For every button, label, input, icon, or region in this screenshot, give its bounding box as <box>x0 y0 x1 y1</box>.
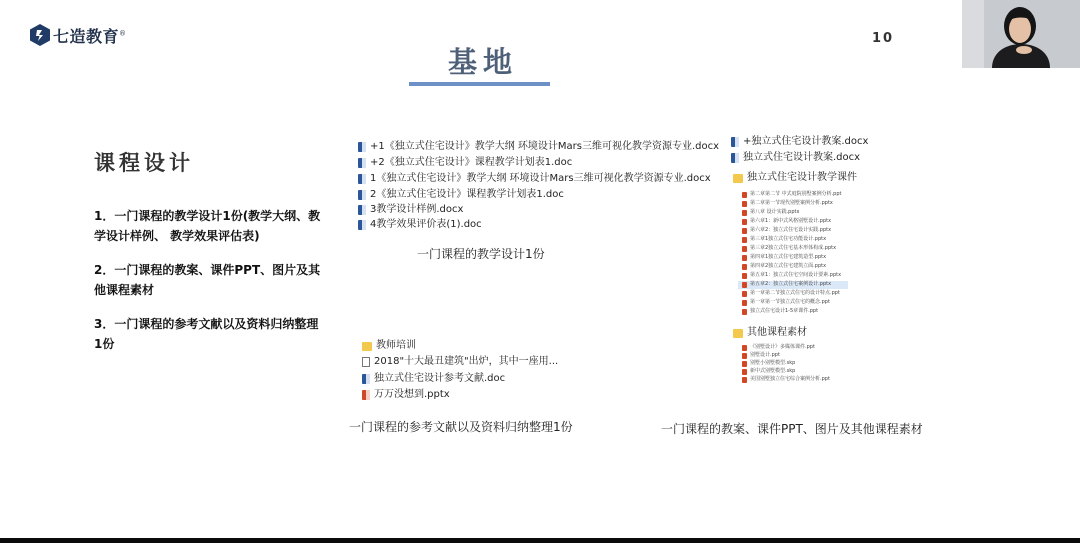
file-item: 2《独立式住宅设计》课程教学计划表1.doc <box>358 188 564 202</box>
file-item: 第一章第二节独立式住宅的设计特点.ppt <box>742 290 840 297</box>
file-item: 别墅小别墅模型.skp <box>742 360 795 367</box>
file-item: 第八章 设计实践.pptx <box>742 209 799 216</box>
powerpoint-icon <box>362 390 370 400</box>
webcam-video-tile[interactable] <box>962 0 1080 68</box>
powerpoint-icon <box>742 309 747 315</box>
file-item: +1《独立式住宅设计》教学大纲 环境设计Mars三维可视化教学资源专业.docx <box>358 140 719 154</box>
design-caption: 一门课程的教学设计1份 <box>417 247 545 261</box>
reference-caption: 一门课程的参考文献以及资料归纳整理1份 <box>349 420 573 434</box>
powerpoint-icon <box>742 255 747 261</box>
file-item: 第一章第一节独立式住宅的概念.ppt <box>742 299 830 306</box>
file-item: 第三章1独立式住宅功能设计.pptx <box>742 236 826 243</box>
file-item: 教师培训 <box>362 339 416 353</box>
powerpoint-icon <box>742 291 747 297</box>
file-item: 第二章第一节现代别墅案例分析.pptx <box>742 200 833 207</box>
file-item: 1《独立式住宅设计》教学大纲 环境设计Mars三维可视化教学资源专业.docx <box>358 172 711 186</box>
powerpoint-icon <box>742 210 747 216</box>
title-underline <box>409 82 550 86</box>
file-item: 第六章1：新中式风格别墅设计.pptx <box>742 218 831 225</box>
file-item: 别墅设计.ppt <box>742 352 780 359</box>
powerpoint-icon <box>742 300 747 306</box>
section-heading: 课程设计 <box>94 151 194 175</box>
folder-icon <box>362 342 372 351</box>
slide-title: 基地 <box>448 45 519 79</box>
file-item: 万万没想到.pptx <box>362 388 450 402</box>
brand-name: 七造教育® <box>53 27 127 46</box>
file-item: 第五章1：独立式住宅空间设计要素.pptx <box>742 272 841 279</box>
file-item: 第四章1独立式住宅建筑造型.pptx <box>742 254 826 261</box>
file-item: 新中式别墅模型.skp <box>742 368 795 375</box>
folder-item: 其他课程素材 <box>733 326 807 340</box>
powerpoint-icon <box>742 246 747 252</box>
bullet-item: 3．一门课程的参考文献以及资料归纳整理1份 <box>94 317 319 351</box>
powerpoint-icon <box>742 192 747 198</box>
powerpoint-icon <box>742 282 747 288</box>
file-item: 第三章2独立式住宅基本形体构成.pptx <box>742 245 836 252</box>
word-doc-icon <box>358 220 366 230</box>
file-item: 独立式住宅设计参考文献.doc <box>362 372 505 386</box>
powerpoint-icon <box>742 273 747 279</box>
powerpoint-icon <box>742 264 747 270</box>
word-doc-icon <box>358 174 366 184</box>
word-doc-icon <box>362 374 370 384</box>
file-item: 独立式住宅设计教案.docx <box>731 151 860 165</box>
word-doc-icon <box>358 205 366 215</box>
file-icon <box>362 357 370 367</box>
page-number: 10 <box>872 31 895 46</box>
file-item: 美国别墅独立住宅综合案例分析.ppt <box>742 376 830 383</box>
folder-icon <box>733 174 743 183</box>
file-item: 独立式住宅设计1-5章课件.ppt <box>742 308 818 315</box>
bottom-edge <box>0 538 1080 543</box>
materials-caption: 一门课程的教案、课件PPT、图片及其他课程素材 <box>661 422 923 436</box>
file-item: 《别墅设计》多媒体课件.ppt <box>742 344 815 351</box>
folder-icon <box>733 329 743 338</box>
powerpoint-icon <box>742 228 747 234</box>
file-item: 4教学效果评价表(1).doc <box>358 218 482 232</box>
word-doc-icon <box>358 142 366 152</box>
file-item: +独立式住宅设计教案.docx <box>731 135 868 149</box>
bullet-item: 2．一门课程的教案、课件PPT、图片及其他课程素材 <box>94 263 321 297</box>
folder-item: 独立式住宅设计教学课件 <box>733 171 857 185</box>
powerpoint-icon <box>742 237 747 243</box>
word-doc-icon <box>358 158 366 168</box>
file-item: +2《独立式住宅设计》课程教学计划表1.doc <box>358 156 572 170</box>
powerpoint-icon <box>742 377 747 383</box>
file-item: 2018"十大最丑建筑"出炉，其中一座用... <box>362 355 558 369</box>
word-doc-icon <box>358 190 366 200</box>
powerpoint-icon <box>742 201 747 207</box>
file-item: 第二章第二节 中式庭院别墅案例分析.ppt <box>742 191 842 198</box>
file-item: 第六章2：独立式住宅设计实践.pptx <box>742 227 831 234</box>
file-item: 3教学设计样例.docx <box>358 203 463 217</box>
file-item: 第四章2独立式住宅建筑立面.pptx <box>742 263 826 270</box>
bullet-item: 1．一门课程的教学设计1份(教学大纲、教学设计样例、 教学效果评估表) <box>94 209 321 243</box>
logo-icon <box>30 24 50 46</box>
model-file-icon <box>742 361 747 367</box>
file-item: 第五章2：独立式住宅案例设计.pptx <box>742 281 831 288</box>
powerpoint-icon <box>742 345 747 351</box>
presenter-avatar <box>962 0 1080 68</box>
powerpoint-icon <box>742 353 747 359</box>
word-doc-icon <box>731 137 739 147</box>
powerpoint-icon <box>742 219 747 225</box>
model-file-icon <box>742 369 747 375</box>
side-panel <box>962 68 1080 538</box>
word-doc-icon <box>731 153 739 163</box>
